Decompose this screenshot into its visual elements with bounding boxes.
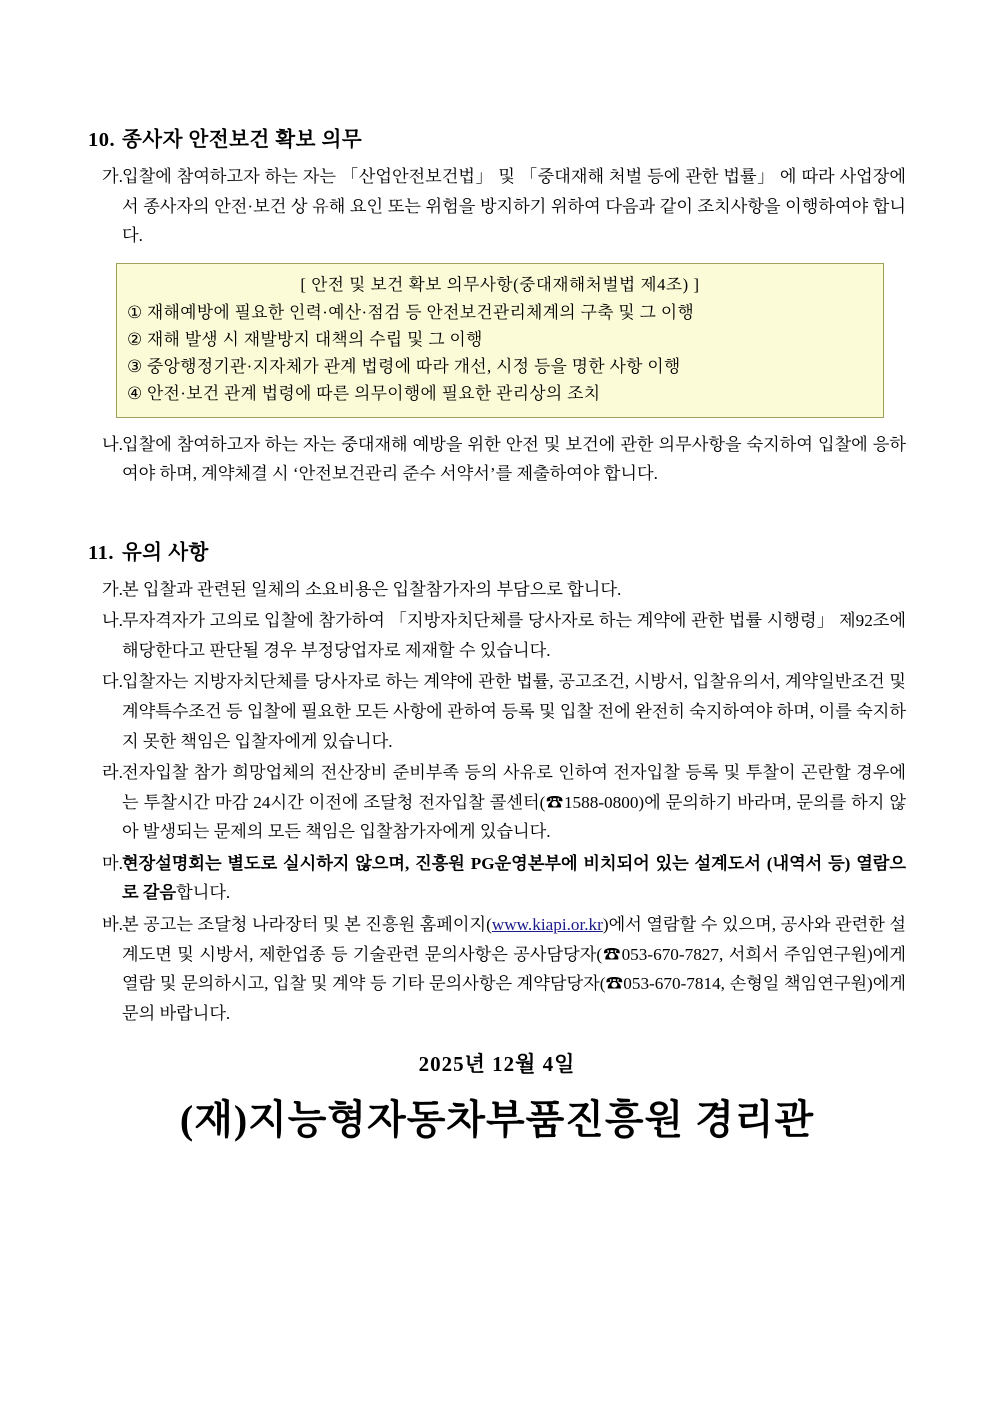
safety-notice-box bbox=[116, 263, 884, 418]
notice-box-line bbox=[127, 326, 873, 353]
homepage-link[interactable]: www.kiapi.or.kr bbox=[491, 915, 603, 935]
list-item bbox=[88, 849, 906, 908]
item-text-post: )에서 열람할 수 있으며, 공사와 관련한 설계도면 및 시방서, 제한업종 등 기술관련 문의사항은 공사담당자(☎053-670-7827, 서희서 주임연구원)에게 열람 및 문의하시고, 입찰 및 계약 등 기타 문의사항은 계약담당자(☎053-670-7814, 손형일 책임연구원)에게 문의 바랍니다. bbox=[122, 915, 907, 1023]
circled-number-1: ① bbox=[127, 302, 143, 322]
list-item bbox=[88, 430, 906, 489]
list-item bbox=[88, 910, 906, 1028]
list-item bbox=[88, 606, 906, 665]
item-text: 입찰자는 지방자치단체를 당사자로 하는 계약에 관한 법률, 공고조건, 시방서, 입찰유의서, 계약일반조건 및 계약특수조건 등 입찰에 필요한 모든 사항에 관하여 등록 및 입찰 전에 완전히 숙지하여야 하며, 이를 숙지하지 못한 책임은 입찰자에게 있습니다. bbox=[122, 672, 906, 751]
item-text: 무자격자가 고의로 입찰에 참가하여 「지방자치단체를 당사자로 하는 계약에 관한 법률 시행령」 제92조에 해당한다고 판단될 경우 부정당업자로 제재할 수 있습니다. bbox=[122, 611, 906, 660]
section-number: 11. bbox=[88, 541, 114, 564]
item-text bbox=[122, 910, 906, 1028]
item-text-bold: 현장설명회는 별도로 실시하지 않으며, 진흥원 PG운영본부에 비치되어 있는 설계도서 (내역서 등) 열람으로 갈음 bbox=[122, 853, 906, 903]
item-text: 본 입찰과 관련된 일체의 소요비용은 입찰참가자의 부담으로 합니다. bbox=[122, 579, 622, 599]
issue-date: 2025년 12월 4일 bbox=[418, 1052, 576, 1077]
issuing-organization: (재)지능형자동차부품진흥원 경리관 bbox=[179, 1097, 815, 1143]
list-item bbox=[88, 162, 906, 251]
list-item bbox=[88, 667, 906, 756]
notice-line-text: 재해 발생 시 재발방지 대책의 수립 및 그 이행 bbox=[147, 329, 483, 349]
item-text-pre: 본 공고는 조달청 나라장터 및 본 진흥원 홈페이지( bbox=[122, 915, 492, 935]
list-item bbox=[88, 758, 906, 847]
notice-box-line bbox=[127, 299, 873, 326]
item-text: 전자입찰 참가 희망업체의 전산장비 준비부족 등의 사유로 인하여 전자입찰 등록 및 투찰이 곤란할 경우에는 투찰시간 마감 24시간 이전에 조달청 전자입찰 콜센터(☎1588-0800)에 문의하기 바라며, 문의를 하지 않아 발생되는 문제의 모든 책임은 입찰참가자에게 있습니다. bbox=[122, 763, 906, 842]
item-text bbox=[122, 849, 906, 908]
circled-number-2: ② bbox=[127, 329, 143, 349]
list-item bbox=[88, 575, 906, 605]
circled-number-4: ④ bbox=[127, 384, 143, 404]
document-footer bbox=[88, 1048, 906, 1145]
section-number: 10. bbox=[88, 129, 116, 151]
notice-box-line bbox=[127, 380, 873, 407]
item-marker: 가. bbox=[102, 579, 123, 599]
item-text: 입찰에 참여하고자 하는 자는 「산업안전보건법」 및 「중대재해 처벌 등에 관한 법률」 에 따라 사업장에서 종사자의 안전·보건 상 유해 요인 또는 위험을 방지하기 위하여 다음과 같이 조치사항을 이행하여야 합니다. bbox=[122, 167, 906, 246]
notice-line-text: 중앙행정기관·지자체가 관계 법령에 따라 개선, 시정 등을 명한 사항 이행 bbox=[147, 357, 681, 377]
item-marker: 나. bbox=[102, 434, 123, 454]
item-marker: 라. bbox=[102, 763, 123, 783]
item-text-tail: 합니다. bbox=[176, 883, 231, 903]
section-heading-11 bbox=[88, 535, 906, 565]
item-marker: 마. bbox=[102, 853, 123, 873]
item-marker: 다. bbox=[102, 672, 123, 692]
notice-box-title: [ 안전 및 보건 확보 의무사항(중대재해처벌법 제4조) ] bbox=[300, 274, 700, 294]
item-marker: 바. bbox=[102, 915, 123, 935]
section-gap bbox=[88, 491, 906, 535]
notice-line-text: 재해예방에 필요한 인력·예산·점검 등 안전보건관리체계의 구축 및 그 이행 bbox=[147, 302, 695, 322]
section-title: 종사자 안전보건 확보 의무 bbox=[122, 129, 363, 151]
section-heading-10 bbox=[88, 122, 906, 152]
notice-box-line bbox=[127, 353, 873, 380]
item-marker: 나. bbox=[102, 611, 123, 631]
item-text: 입찰에 참여하고자 하는 자는 중대재해 예방을 위한 안전 및 보건에 관한 의무사항을 숙지하여 입찰에 응하여야 하며, 계약체결 시 ‘안전보건관리 준수 서약서’를 제출하여야 합니다. bbox=[122, 434, 906, 484]
circled-number-3: ③ bbox=[127, 357, 143, 377]
item-marker: 가. bbox=[102, 167, 123, 186]
document-content bbox=[88, 122, 906, 1145]
notice-line-text: 안전·보건 관계 법령에 따른 의무이행에 필요한 관리상의 조치 bbox=[147, 384, 601, 404]
section-title: 유의 사항 bbox=[122, 541, 209, 564]
